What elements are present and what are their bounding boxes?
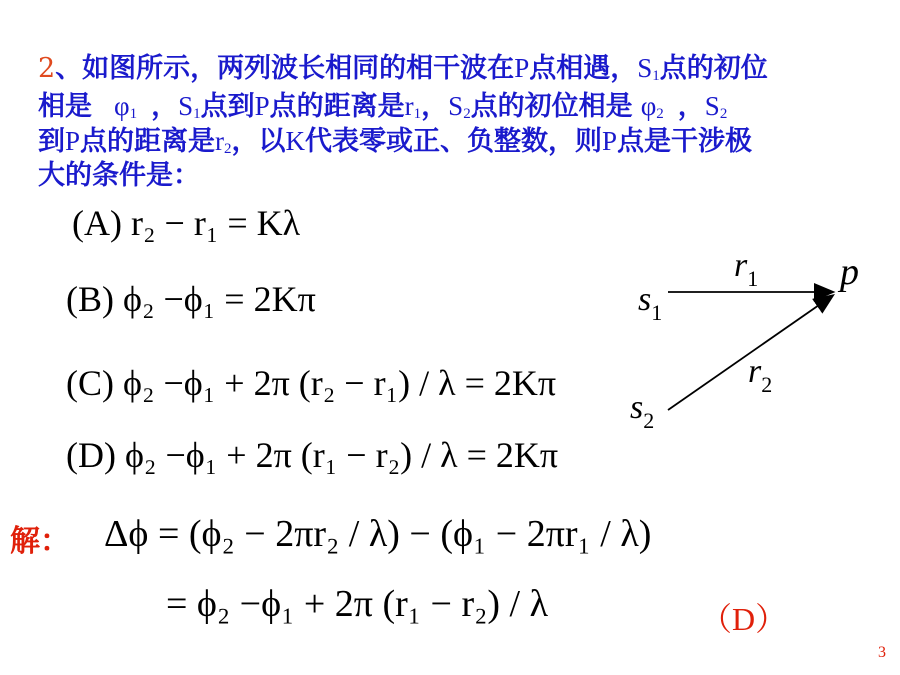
option-d: (D) ϕ₂ −ϕ₁ + 2π (r₁ − r₂) / λ = 2Kπ — [66, 435, 559, 475]
solution-label: 解： — [10, 524, 70, 559]
s1-label: $s_1$ — [638, 281, 663, 325]
option-b: (B) ϕ₂ −ϕ₁ = 2Kπ — [66, 279, 316, 319]
question-line-4: 大的条件是： — [38, 160, 200, 191]
question-line-1: 2、如图所示，两列波长相同的相干波在P点相遇，$S_1$点的初位 — [38, 53, 768, 84]
option-a: (A) r₂ − r₁ = Kλ — [72, 203, 301, 243]
option-d-expr: ϕ₂ −ϕ₁ + 2π (r₁ − r₂) / λ = 2Kπ — [124, 435, 559, 475]
solution-line-2: = ϕ₂ −ϕ₁ + 2π (r₁ − r₂) / λ — [166, 583, 549, 625]
s2-label: $s_2$ — [630, 389, 655, 433]
p-label: p — [840, 251, 859, 293]
question-line-2: 相是 $\varphi_1$ ，$S_1$点到P点的距离是$r_1$，$S_2$点的初位相是 $\varphi_2$ ，$S_2$ — [38, 91, 728, 122]
r2-label: $r_2$ — [748, 353, 773, 397]
page-number: 3 — [878, 644, 886, 661]
answer-label: （D） — [700, 601, 788, 637]
option-a-expr: r₂ − r₁ = Kλ — [130, 203, 301, 243]
wave-diagram — [610, 240, 900, 440]
solution-line-1: Δϕ = (ϕ₂ − 2πr₂ / λ) − (ϕ₁ − 2πr₁ / λ) — [104, 513, 652, 555]
option-b-expr: ϕ₂ −ϕ₁ = 2Kπ — [123, 279, 316, 319]
option-c-expr: ϕ₂ −ϕ₁ + 2π (r₂ − r₁) / λ = 2Kπ — [123, 363, 557, 403]
question-line-3: 到P点的距离是$r_2$，以K代表零或正、负整数，则P点是干涉极 — [38, 126, 753, 157]
question-number: 2 — [38, 53, 56, 84]
option-c: (C) ϕ₂ −ϕ₁ + 2π (r₂ − r₁) / λ = 2Kπ — [66, 363, 557, 403]
r1-label: $r_1$ — [734, 247, 759, 291]
